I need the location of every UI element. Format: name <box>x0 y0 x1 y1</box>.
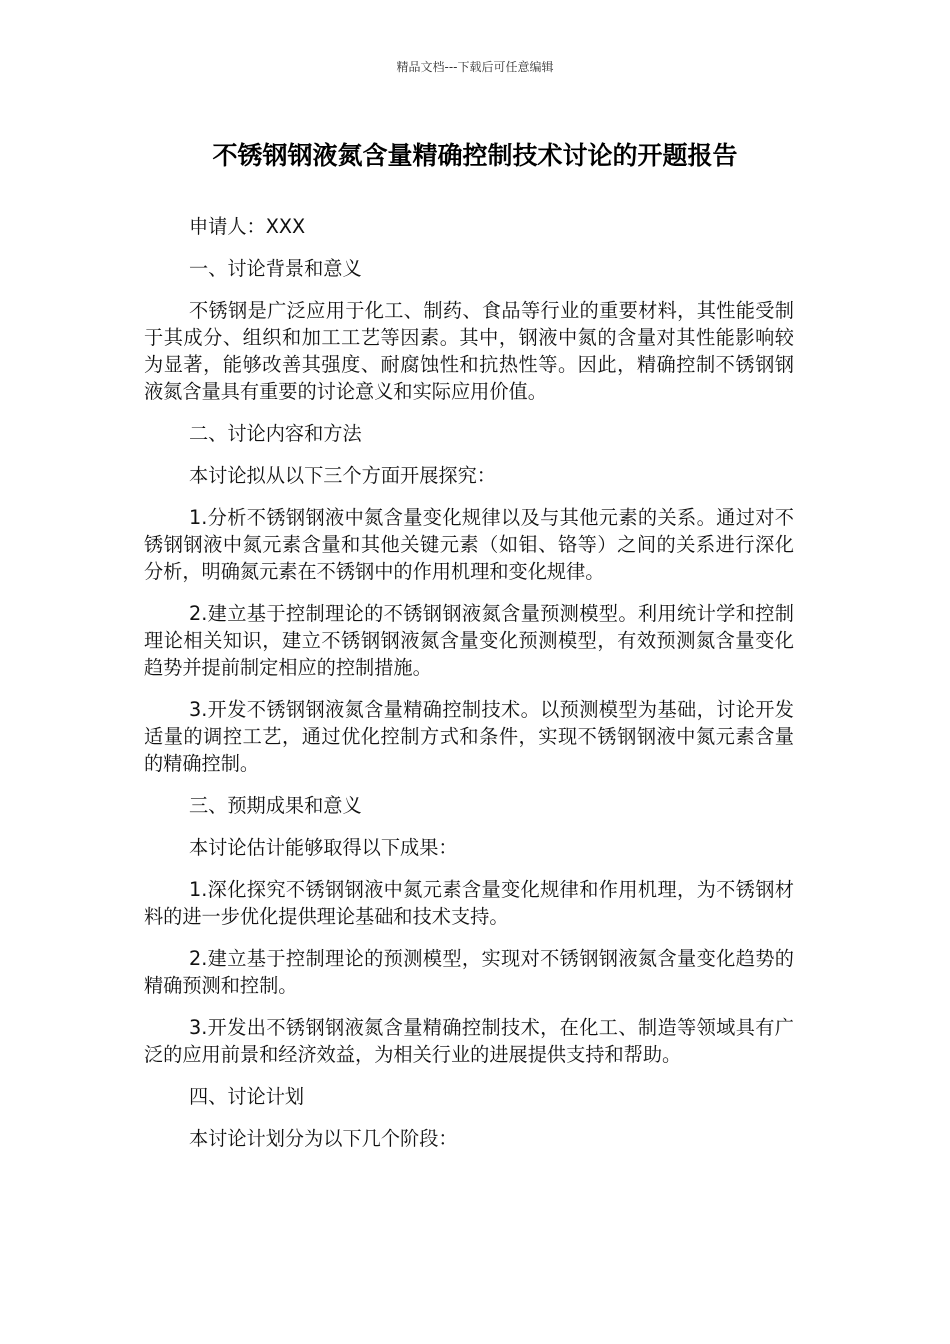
section-heading-content-method: 二、讨论内容和方法 <box>189 422 362 445</box>
paragraph-plan-intro: 本讨论计划分为以下几个阶段： <box>189 1127 458 1150</box>
document-body <box>144 213 794 1167</box>
section-heading-expected-results: 三、预期成果和意义 <box>189 794 362 817</box>
paragraph-content-item-2: 2.建立基于控制理论的不锈钢钢液氮含量预测模型。利用统计学和控制理论相关知识，建立不锈钢钢液氮含量变化预测模型，有效预测氮含量变化趋势并提前制定相应的控制措施。 <box>144 602 794 679</box>
section-heading-plan: 四、讨论计划 <box>189 1085 305 1108</box>
paragraph-results-intro: 本讨论估计能够取得以下成果： <box>189 836 458 859</box>
paragraph-content-item-3: 3.开发不锈钢钢液氮含量精确控制技术。以预测模型为基础，讨论开发适量的调控工艺，通过优化控制方式和条件，实现不锈钢钢液中氮元素含量的精确控制。 <box>144 698 794 775</box>
paragraph-content-intro: 本讨论拟从以下三个方面开展探究： <box>189 464 496 487</box>
document-title: 不锈钢钢液氮含量精确控制技术讨论的开题报告 <box>212 141 738 170</box>
section-heading-background: 一、讨论背景和意义 <box>189 257 362 280</box>
paragraph-results-item-2: 2.建立基于控制理论的预测模型，实现对不锈钢钢液氮含量变化趋势的精确预测和控制。 <box>144 947 794 997</box>
paragraph-background: 不锈钢是广泛应用于化工、制药、食品等行业的重要材料，其性能受制于其成分、组织和加工工艺等因素。其中，钢液中氮的含量对其性能影响较为显著，能够改善其强度、耐腐蚀性和抗热性等。因此，精确控制不锈钢钢液氮含量具有重要的讨论意义和实际应用价值。 <box>144 299 794 403</box>
paragraph-results-item-1: 1.深化探究不锈钢钢液中氮元素含量变化规律和作用机理，为不锈钢材料的进一步优化提供理论基础和技术支持。 <box>144 878 794 928</box>
paragraph-content-item-1: 1.分析不锈钢钢液中氮含量变化规律以及与其他元素的关系。通过对不锈钢钢液中氮元素含量和其他关键元素（如钼、铬等）之间的关系进行深化分析，明确氮元素在不锈钢中的作用机理和变化规律。 <box>144 506 794 583</box>
paragraph-results-item-3: 3.开发出不锈钢钢液氮含量精确控制技术，在化工、制造等领域具有广泛的应用前景和经济效益，为相关行业的进展提供支持和帮助。 <box>144 1016 794 1066</box>
applicant-line: 申请人：XXX <box>189 215 306 238</box>
page-header-watermark: 精品文档---下载后可任意编辑 <box>396 60 554 74</box>
